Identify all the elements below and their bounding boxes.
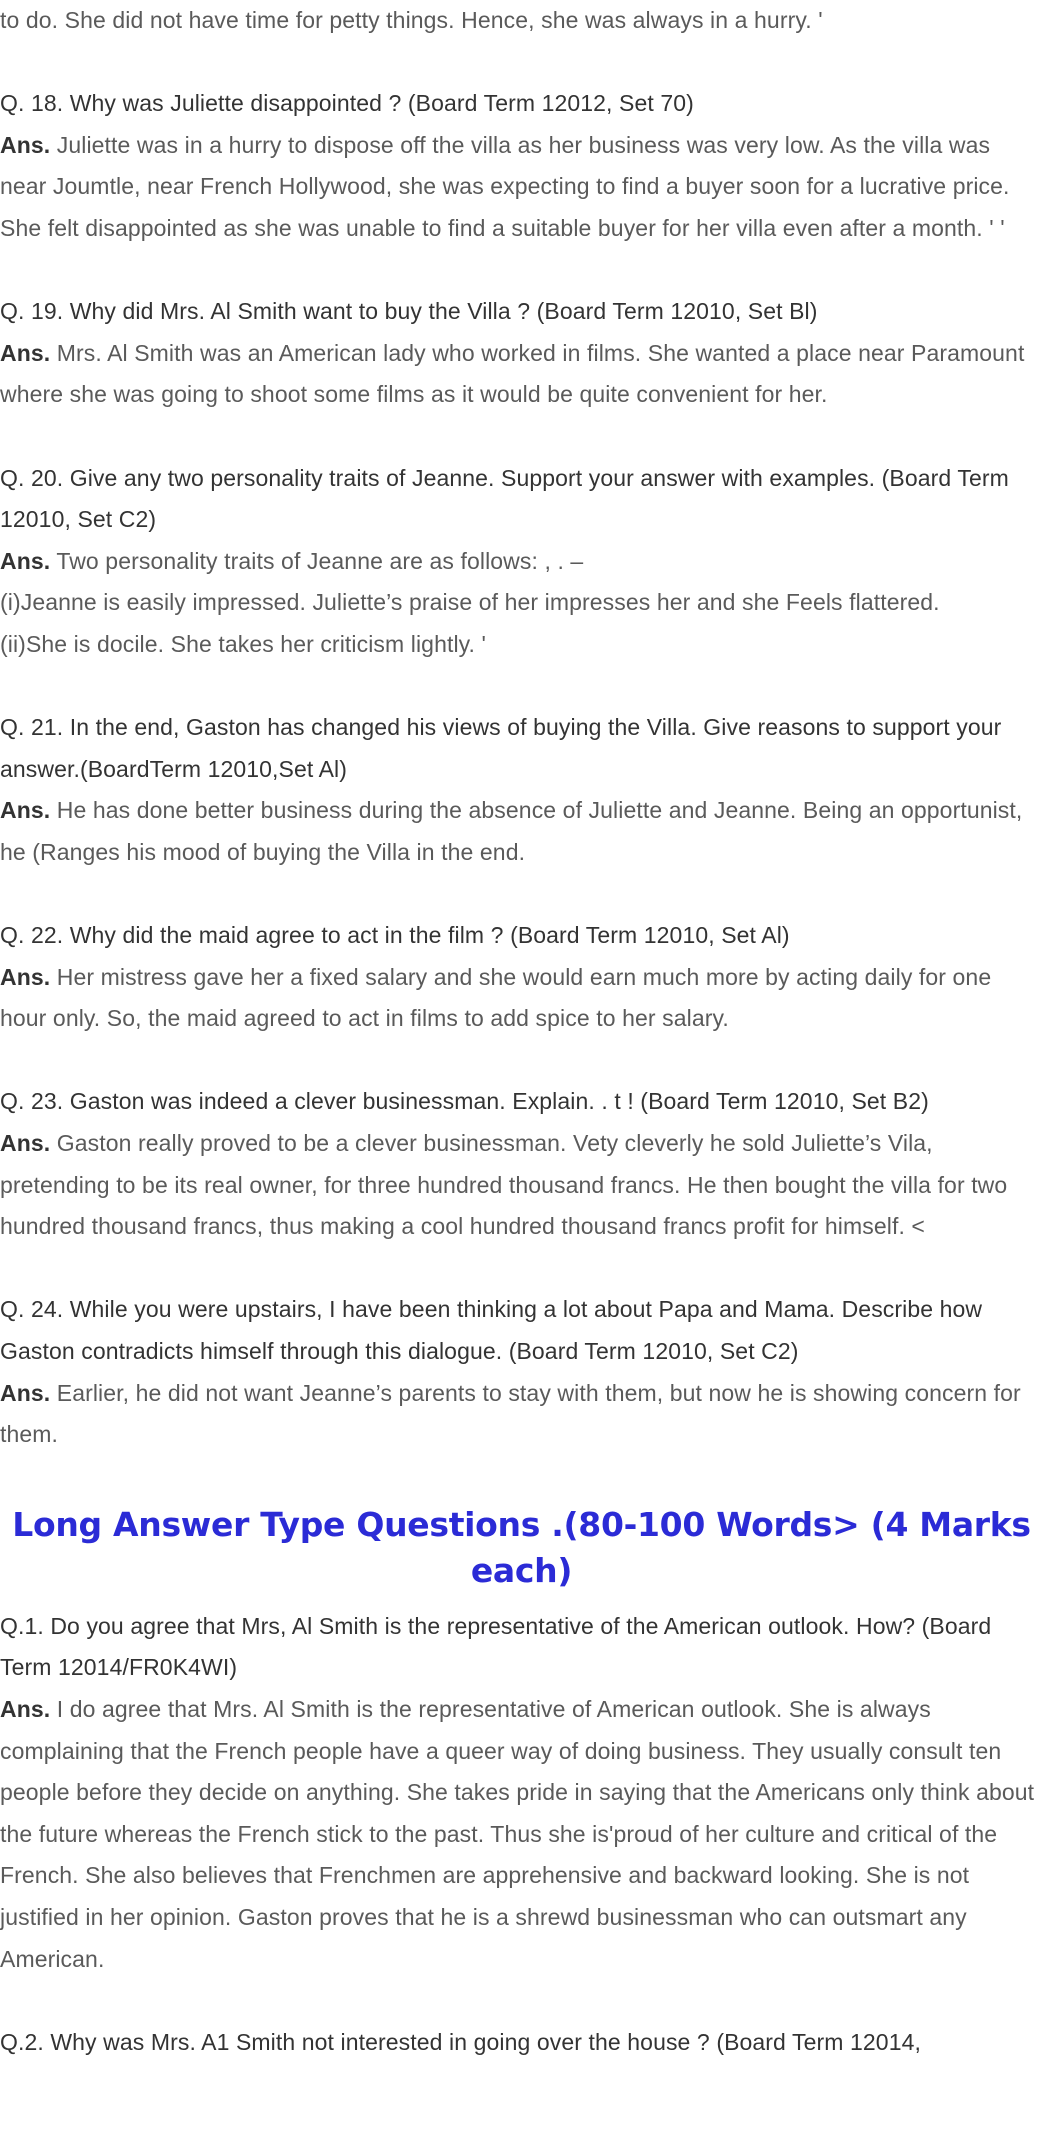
answer-text: I do agree that Mrs. Al Smith is the representative of American outlook. She is always complaining that the French people have a queer way of doing business. They usually consult ten people before they decide on anything. She takes pride in saying that the Americans only think about the future whereas the French stick to the past. Thus she is'proud of her culture and critical of the French. She also believes that Frenchmen are apprehensive and backward looking. She is not justified in her opinion. Gaston proves that he is a shrewd businessman who can outsmart any American. <box>0 1695 1035 1972</box>
answer-text: Her mistress gave her a fixed salary and she would earn much more by acting daily for one hour only. So, the maid agreed to act in films to add spice to her salary. <box>0 963 992 1032</box>
question-22: Q. 22. Why did the maid agree to act in the film ? (Board Term 12010, Set Al) <box>0 922 790 949</box>
answer-22 <box>0 957 1043 1040</box>
answer-text: Juliette was in a hurry to dispose off the villa as her business was very low. As the villa was near Joumtle, near French Hollywood, she was expecting to find a buyer soon for a lucrative price. She felt disappointed as she was unable to find a suitable buyer for her villa even after a month. ' ' <box>0 131 1010 241</box>
answer-label: Ans. <box>0 797 51 824</box>
answer-19 <box>0 333 1043 416</box>
question-21: Q. 21. In the end, Gaston has changed his views of buying the Villa. Give reasons to support your answer.(BoardTerm 12010,Set Al) <box>0 714 1002 782</box>
intro-paragraph: to do. She did not have time for petty things. Hence, she was always in a hurry. ' <box>0 7 823 33</box>
answer-text: Two personality traits of Jeanne are as follows: , . – <box>56 547 584 574</box>
long-question-2: Q.2. Why was Mrs. A1 Smith not interested in going over the house ? (Board Term 12014, <box>0 2028 921 2055</box>
qa-item-19 <box>0 291 1043 416</box>
long-qa-item-2 <box>0 2022 1043 2064</box>
answer-20-point-1: (i)Jeanne is easily impressed. Juliette’s praise of her impresses her and she Feels flattered. <box>0 589 940 616</box>
long-qa-item-1 <box>0 1606 1043 1980</box>
qa-item-22 <box>0 915 1043 1040</box>
answer-text: Earlier, he did not want Jeanne’s parents to stay with them, but now he is showing concern for them. <box>0 1379 1021 1448</box>
answer-20-point-2: (ii)She is docile. She takes her criticism lightly. ' <box>0 630 487 657</box>
question-19: Q. 19. Why did Mrs. Al Smith want to buy the Villa ? (Board Term 12010, Set Bl) <box>0 298 818 325</box>
qa-item-24 <box>0 1289 1043 1455</box>
answer-text: He has done better business during the absence of Juliette and Jeanne. Being an opportunist, he (Ranges his mood of buying the Villa in the end. <box>0 797 1023 865</box>
answer-label: Ans. <box>0 963 51 990</box>
answer-24 <box>0 1373 1043 1456</box>
answer-20 <box>0 541 1043 583</box>
question-24: Q. 24. While you were upstairs, I have been thinking a lot about Papa and Mama. Describe how Gaston contradicts himself through this dialogue. (Board Term 12010, Set C2) <box>0 1296 983 1364</box>
answer-text: Mrs. Al Smith was an American lady who worked in films. She wanted a place near Paramount where she was going to shoot some films as it would be quite convenient for her. <box>0 339 1025 408</box>
answer-label: Ans. <box>0 547 51 574</box>
qa-item-18 <box>0 83 1043 249</box>
answer-label: Ans. <box>0 131 51 158</box>
question-18: Q. 18. Why was Juliette disappointed ? (Board Term 12012, Set 70) <box>0 90 694 117</box>
qa-item-23 <box>0 1081 1043 1247</box>
section-heading-long-answer: Long Answer Type Questions .(80-100 Words> (4 Marks each) <box>12 1504 1031 1590</box>
qa-item-20 <box>0 458 1043 666</box>
question-23: Q. 23. Gaston was indeed a clever businessman. Explain. . t ! (Board Term 12010, Set B2) <box>0 1088 929 1115</box>
answer-label: Ans. <box>0 1695 51 1722</box>
question-20: Q. 20. Give any two personality traits of Jeanne. Support your answer with examples. (Board Term 12010, Set C2) <box>0 464 1009 533</box>
answer-label: Ans. <box>0 1130 51 1157</box>
long-answer-1 <box>0 1689 1043 1980</box>
qa-item-21 <box>0 707 1043 873</box>
answer-21 <box>0 790 1043 873</box>
long-question-1: Q.1. Do you agree that Mrs, Al Smith is the representative of the American outlook. How? (Board Term 12014/FR0K4WI) <box>0 1612 992 1681</box>
answer-text: Gaston really proved to be a clever businessman. Vety cleverly he sold Juliette’s Vila, pretending to be its real owner, for three hundred thousand francs. He then bought the villa for two hundred thousand francs, thus making a cool hundred thousand francs profit for himself. < <box>0 1130 1008 1240</box>
answer-label: Ans. <box>0 339 51 366</box>
answer-23 <box>0 1123 1043 1248</box>
answer-label: Ans. <box>0 1379 51 1406</box>
answer-18 <box>0 125 1043 250</box>
